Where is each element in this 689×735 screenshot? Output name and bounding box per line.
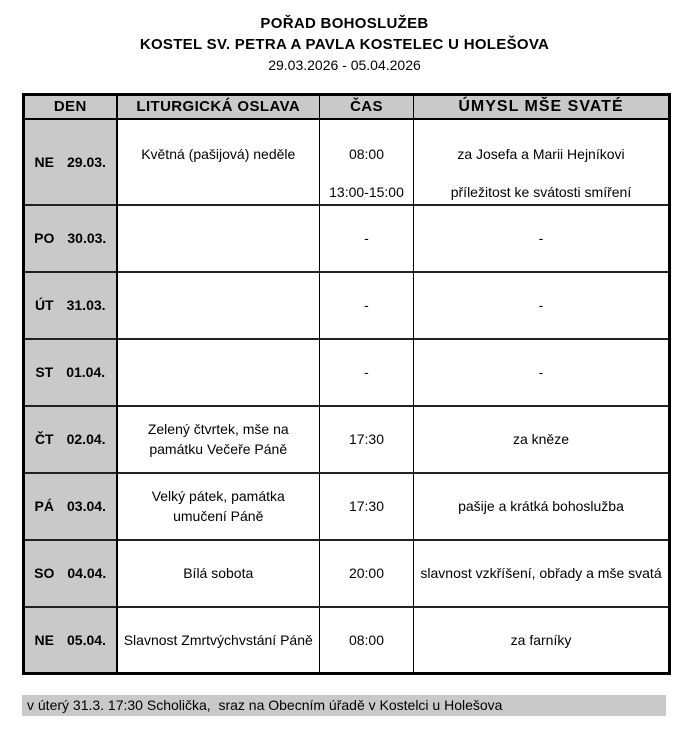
day-cell [24,406,117,473]
day-abbr: PO [34,230,55,246]
cell-line: za farníky [510,631,572,648]
intention-cell [414,119,670,205]
cell-line: Bílá sobota [183,565,254,581]
page-title: POŘAD BOHOSLUŽEB [260,15,429,32]
day-date: 29.03. [67,153,106,170]
title-block [0,0,689,76]
intention-cell [414,272,670,339]
day-label [25,431,116,447]
intention-cell [414,406,670,473]
day-cell [24,473,117,540]
day-cell [24,119,117,205]
column-header-oslava: LITURGICKÁ OSLAVA [117,95,320,119]
table-row [24,607,670,674]
cell-line: příležitost ke svátosti smíření [450,183,632,200]
celebration-cell [117,540,320,607]
cell-line: za kněze [512,431,570,447]
column-header-umysl: ÚMYSL MŠE SVATÉ [414,95,670,119]
day-cell [24,339,117,406]
time-cell [320,607,414,674]
table-row [24,473,670,540]
celebration-cell [117,406,320,473]
cell-line: - [538,230,544,246]
table-body [24,119,670,674]
time-cell [320,119,414,205]
schedule-table [22,93,671,675]
celebration-cell [117,339,320,406]
time-cell [320,272,414,339]
celebration-cell [117,119,320,205]
cell-line: 08:00 [348,145,385,162]
cell-line: 13:00-15:00 [329,183,404,200]
table-header-row [24,95,670,119]
day-abbr: ČT [34,431,54,447]
table-row [24,406,670,473]
day-date: 30.03. [67,230,107,246]
day-cell [24,540,117,607]
time-cell [320,473,414,540]
table-row [24,272,670,339]
cell-line [124,228,314,248]
cell-line: 17:30 [348,498,385,514]
day-label [25,297,116,313]
celebration-cell [117,272,320,339]
cell-line: slavnost vzkříšení, obřady a mše svatá [420,565,662,581]
day-abbr: ST [35,364,54,380]
cell-line: 20:00 [348,565,385,581]
day-label [25,565,116,581]
cell-line [124,362,314,382]
cell-line: za Josefa a Marii Hejníkovi [457,145,625,162]
day-label [25,364,116,380]
time-cell [320,540,414,607]
intention-cell [414,205,670,272]
celebration-cell [117,473,320,540]
time-cell [320,205,414,272]
day-abbr: PÁ [34,498,54,514]
cell-line [124,295,314,315]
cell-line: Slavnost Zmrtvýchvstání Páně [123,631,313,648]
cell-line: - [538,297,544,313]
table-row [24,339,670,406]
church-name: KOSTEL SV. PETRA A PAVLA KOSTELEC U HOLEŠOVA [139,36,550,53]
day-date: 04.04. [67,565,107,581]
cell-line: Velký pátek, památka umučení Páně [151,488,289,524]
day-abbr: SO [34,565,55,581]
footer-note: v úterý 31.3. 17:30 Scholička, sraz na Obecním úřadě v Kostelci u Holešova [22,695,666,716]
cell-line: 08:00 [348,631,385,648]
cell-line: - [364,230,369,246]
column-header-den: DEN [24,95,117,119]
celebration-cell [117,205,320,272]
day-label [25,632,116,648]
day-date: 31.03. [66,297,106,313]
table-row [24,540,670,607]
day-cell [24,205,117,272]
day-label [25,230,116,246]
date-range: 29.03.2026 - 05.04.2026 [268,57,421,73]
day-date: 01.04. [66,364,106,380]
cell-line: Zelený čtvrtek, mše na památku Večeře Páně [147,421,293,457]
cell-line: pašije a krátká bohoslužba [458,498,624,514]
table-row [24,119,670,205]
intention-cell [414,607,670,674]
day-date: 02.04. [66,431,106,447]
intention-cell [414,473,670,540]
day-abbr: NE [34,153,54,170]
table-row [24,205,670,272]
time-cell [320,339,414,406]
day-date: 05.04. [67,631,106,648]
day-abbr: NE [34,631,54,648]
day-label [25,154,116,170]
cell-line: Květná (pašijová) neděle [141,145,296,162]
cell-line: 17:30 [348,431,385,447]
celebration-cell [117,607,320,674]
day-cell [24,607,117,674]
day-label [25,498,116,514]
day-cell [24,272,117,339]
time-cell [320,406,414,473]
cell-line: - [364,364,369,380]
day-date: 03.04. [67,498,106,514]
intention-cell [414,339,670,406]
cell-line [124,182,314,202]
cell-line: - [364,297,369,313]
column-header-cas: ČAS [320,95,414,119]
intention-cell [414,540,670,607]
cell-line: - [538,364,544,380]
day-abbr: ÚT [34,297,54,313]
